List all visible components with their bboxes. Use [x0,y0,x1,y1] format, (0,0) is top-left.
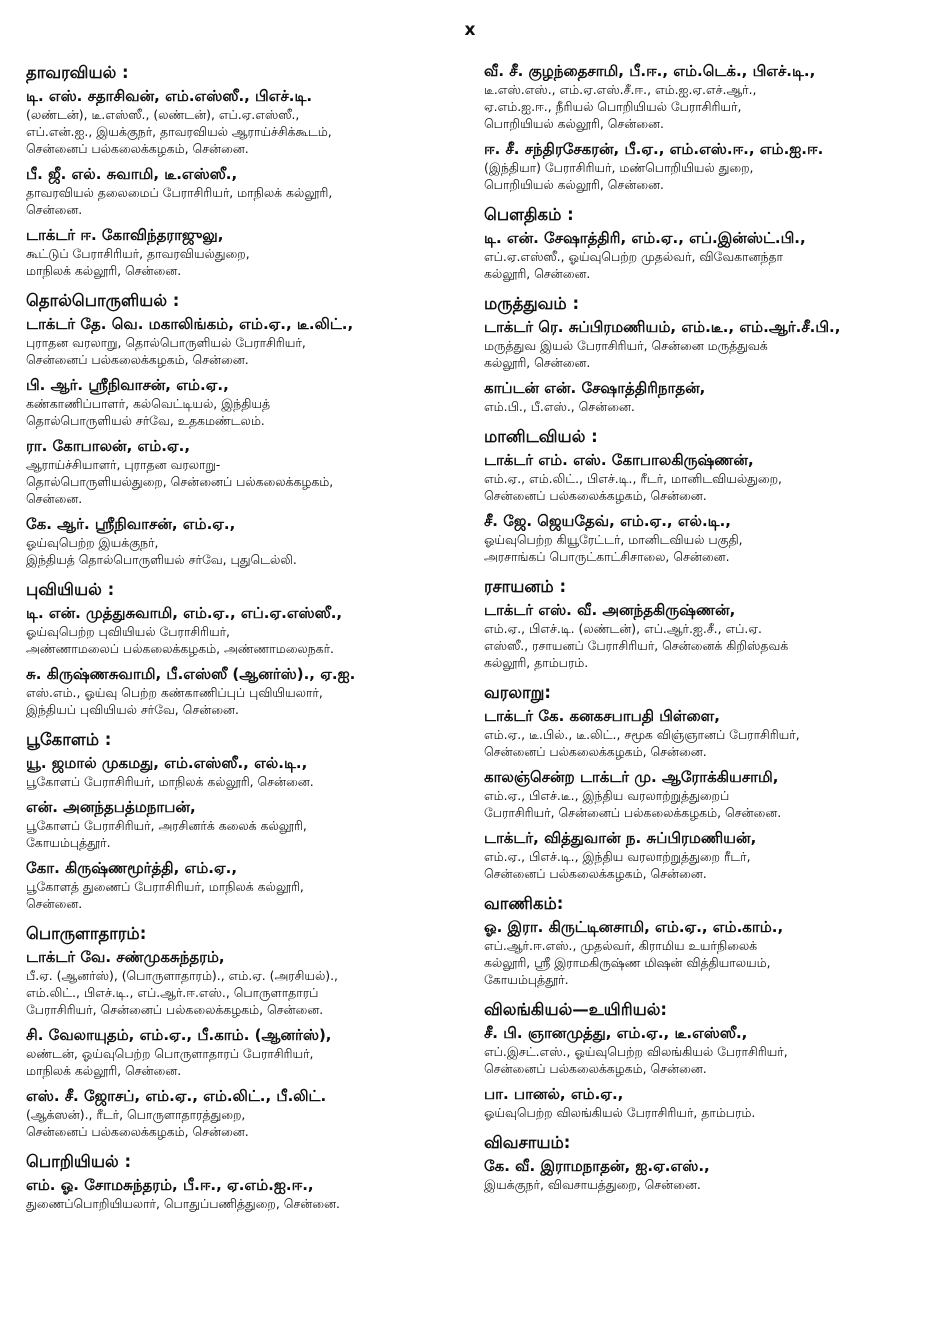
entry [484,62,924,132]
entry-name: கோ. கிருஷ்ணமூர்த்தி, எம்.ஏ., [26,859,238,877]
entry-name: கே. ஆர். ஸ்ரீநிவாசன், எம்.ஏ., [26,515,236,533]
entry-detail-line: இயக்குநர், விவசாயத்துறை, சென்னை. [484,1177,701,1192]
section [484,62,924,193]
entry-name: டி. என். முத்துசுவாமி, எம்.ஏ., எப்.ஏ.எஸ்ஸீ., [26,604,343,622]
entry-name: பா. பானல், எம்.ஏ., [484,1085,624,1103]
entry-name: ஈ. சீ. சந்திரசேகரன், பீ.ஏ., எம்.எஸ்.ஈ., எம்.ஐ.ஈ. [484,140,824,158]
entry [26,1026,466,1079]
entry [26,315,466,368]
entry-detail-line: மருத்துவ இயல் பேராசிரியர், சென்னை மருத்துவக் [484,338,768,353]
section [26,62,466,279]
entry-detail-line: சென்னைப் பல்கலைக்கழகம், சென்னை. [26,141,249,156]
entry-name: கே. வீ. இராமநாதன், ஐ.ஏ.எஸ்., [484,1157,710,1175]
entry [26,859,466,912]
entry-name: ஓ. இரா. கிருட்டினசாமி, எம்.ஏ., எம்.காம்., [484,918,784,936]
entry-detail-line: மாநிலக் கல்லூரி, சென்னை. [26,263,182,278]
section-heading: விவசாயம்: [484,1133,571,1152]
entry-detail-line: சென்னைப் பல்கலைக்கழகம், சென்னை. [484,866,707,881]
entry-detail-line: பீ.ஏ. (ஆனர்ஸ்), (பொருளாதாரம்)., எம்.ஏ. (அரசியல்)., [26,968,338,983]
entry-detail-line: கூட்டுப் பேராசிரியர், தாவரவியல்துறை, [26,246,250,261]
entry-detail-line: சென்னைப் பல்கலைக்கழகம், சென்னை. [484,744,707,759]
entry-name: காலஞ்சென்ற டாக்டர் மு. ஆரோக்கியசாமி, [484,768,779,786]
entry [484,140,924,193]
section [484,576,924,671]
section [26,729,466,912]
entry-detail-line: (இந்தியா) பேராசிரியர், மண்பொறியியல் துறை, [484,160,754,175]
section-heading: வரலாறு: [484,683,552,702]
entry-detail-line: கல்லூரி, சென்னை. [484,355,591,370]
entry [484,829,924,882]
entry [484,229,924,282]
entry-name: எஸ். சீ. ஜோசப், எம்.ஏ., எம்.லிட்., பீ.லிட். [26,1087,327,1105]
section-heading: மருத்துவம் : [484,294,580,313]
entry [484,318,924,371]
entry-detail-line: பூகோளப் பேராசிரியர், அரசினர்க் கலைக் கல்லூரி, [26,818,307,833]
entry-detail-line: சென்னைப் பல்கலைக்கழகம், சென்னை. [484,488,707,503]
entry-detail-line: இந்தியத் தொல்பொருளியல் சர்வே, புதுடெல்லி. [26,552,297,567]
entry [26,754,466,790]
section-heading: விலங்கியல்—உயிரியல்: [484,1000,668,1019]
section [484,293,924,415]
entry-detail-line: லண்டன், ஓய்வுபெற்ற பொருளாதாரப் பேராசிரியர், [26,1046,314,1061]
section [26,290,466,568]
entry-detail-line: எப்.ஏ.எஸ்ஸீ., ஓய்வுபெற்ற முதல்வர், விவேகானந்தா [484,249,784,264]
entry-detail-line: அரசாங்கப் பொருட்காட்சிசாலை, சென்னை. [484,549,730,564]
right-column [484,62,924,1204]
entry-detail-line: எம்.ஏ., பிஎச்.டீ., இந்திய வரலாற்றுத்துறைப் [484,788,730,803]
entry-detail-line: புராதன வரலாறு, தொல்பொருளியல் பேராசிரியர், [26,335,306,350]
section-heading: தாவரவியல் : [26,63,129,82]
entry-name: எம். ஓ. சோமசுந்தரம், பீ.ஈ., ஏ.எம்.ஐ.ஈ., [26,1176,314,1194]
entry [484,1157,924,1193]
entry [484,918,924,988]
entry-detail-line: சென்னை. [26,896,83,911]
entry [26,226,466,279]
entry-name: சு. கிருஷ்ணசுவாமி, பீ.எஸ்ஸீ (ஆனர்ஸ்)., ஏ.ஐ. [26,665,356,683]
entry [26,437,466,507]
section [484,1132,924,1193]
entry [26,798,466,851]
entry [26,376,466,429]
section-heading: பொருளாதாரம்: [26,924,147,943]
entry-detail-line: பூகோளத் துணைப் பேராசிரியர், மாநிலக் கல்லூரி, [26,879,304,894]
entry-detail-line: பொறியியல் கல்லூரி, சென்னை. [484,116,664,131]
entry-detail-line: எம்.ஏ., பிஎச்.டி., இந்திய வரலாற்றுத்துறை ரீடர், [484,849,751,864]
entry [26,87,466,157]
section-heading: ரசாயனம் : [484,577,567,596]
left-column [26,62,466,1223]
entry-detail-line: தாவரவியல் தலைமைப் பேராசிரியர், மாநிலக் கல்லூரி, [26,185,333,200]
entry-detail-line: சென்னைப் பல்கலைக்கழகம், சென்னை. [484,1061,707,1076]
entry [484,1024,924,1077]
entry [484,451,924,504]
entry-name: டாக்டர் தே. வெ. மகாலிங்கம், எம்.ஏ., டீ.லிட்., [26,315,354,333]
entry [484,512,924,565]
section [26,1151,466,1212]
entry-detail-line: எப்.ஆர்.ஈ.எஸ்., முதல்வர், கிராமிய உயர்நிலைக் [484,938,758,953]
entry-detail-line: டீ.எஸ்.எஸ்., எம்.ஏ.எஸ்.சீ.ஈ., எம்.ஐ.ஏ.எச்.ஆர்., [484,82,757,97]
entry-detail-line: துணைப்பொறியியலார், பொதுப்பணித்துறை, சென்னை. [26,1196,340,1211]
entry-detail-line: கல்லூரி, ஸ்ரீ இராமகிருஷ்ண மிஷன் வித்தியாலயம், [484,955,771,970]
entry-detail-line: ஓய்வுபெற்ற இயக்குநர், [26,535,159,550]
section-heading: பௌதிகம் : [484,205,574,224]
entry-detail-line: கோயம்புத்தூர். [484,972,569,987]
section-heading: பொறியியல் : [26,1152,132,1171]
entry-name: பீ. ஜீ. எல். சுவாமி, டீ.எஸ்ஸீ., [26,165,238,183]
entry-name: டாக்டர் வே. சண்முகசுந்தரம், [26,948,225,966]
entry-name: என். அனந்தபத்மநாபன், [26,798,196,816]
entry-detail-line: ஓய்வுபெற்ற கியூரேட்டர், மானிடவியல் பகுதி, [484,532,743,547]
entry [26,665,466,718]
entry-detail-line: சென்னைப் பல்கலைக்கழகம், சென்னை. [26,1124,249,1139]
entry-detail-line: எம்.ஏ., எம்.லிட்., பிஎச்.டி., ரீடர், மானிடவியல்துறை, [484,471,782,486]
entry [484,707,924,760]
entry-name: வீ. சீ. குழந்தைசாமி, பீ.ஈ., எம்.டெக்., பிஎச்.டி., [484,62,816,80]
entry-detail-line: பூகோளப் பேராசிரியர், மாநிலக் கல்லூரி, சென்னை. [26,774,314,789]
entry [26,515,466,568]
entry-detail-line: கோயம்புத்தூர். [26,835,111,850]
entry-detail-line: இந்தியப் புவியியல் சர்வே, சென்னை. [26,702,239,717]
entry-detail-line: எப்.இசட்.எஸ்., ஓய்வுபெற்ற விலங்கியல் பேராசிரியர், [484,1044,788,1059]
entry-name: காப்டன் என். சேஷாத்திரிநாதன், [484,379,706,397]
entry [26,165,466,218]
entry-detail-line: தொல்பொருளியல்துறை, சென்னைப் பல்கலைக்கழகம், [26,474,334,489]
section-heading: பூகோளம் : [26,730,112,749]
section [484,426,924,565]
entry [484,768,924,821]
entry-name: டாக்டர், வித்துவான் ந. சுப்பிரமணியன், [484,829,757,847]
section-heading: மானிடவியல் : [484,427,598,446]
entry-detail-line: பேராசிரியர், சென்னைப் பல்கலைக்கழகம், சென்னை. [484,805,782,820]
entry-detail-line: ஓய்வுபெற்ற விலங்கியல் பேராசிரியர், தாம்பரம். [484,1105,756,1120]
entry-detail-line: எப்.என்.ஐ., இயக்குநர், தாவரவியல் ஆராய்ச்சிக்கூடம், [26,124,332,139]
section [484,204,924,282]
section [26,923,466,1140]
entry-detail-line: ஆராய்ச்சியாளர், புராதன வரலாறு- [26,457,221,472]
entry-name: சீ. பி. ஞானமுத்து, எம்.ஏ., டீ.எஸ்ஸீ., [484,1024,748,1042]
entry-detail-line: (லண்டன்), டீ.எஸ்ஸீ., (லண்டன்), எப்.ஏ.எஸ்ஸீ., [26,107,300,122]
entry-name: சி. வேலாயுதம், எம்.ஏ., பீ.காம். (ஆனர்ஸ்), [26,1026,332,1044]
entry-detail-line: கண்காணிப்பாளர், கல்வெட்டியல், இந்தியத் [26,396,271,411]
entry-detail-line: சென்னை. [26,491,83,506]
entry-name: டாக்டர் எம். எஸ். கோபாலகிருஷ்ணன், [484,451,754,469]
entry-name: டாக்டர் ரெ. சுப்பிரமணியம், எம்.டீ., எம்.ஆர்.சீ.பி., [484,318,841,336]
entry [484,379,924,415]
entry [484,601,924,671]
entry-detail-line: எஸ்ஸீ., ரசாயனப் பேராசிரியர், சென்னைக் கிறிஸ்தவக் [484,638,789,653]
entry [26,1087,466,1140]
section-heading: புவியியல் : [26,580,115,599]
entry [26,604,466,657]
entry-detail-line: சென்னை. [26,202,83,217]
entry-name: சீ. ஜே. ஜெயதேவ், எம்.ஏ., எல்.டி., [484,512,732,530]
entry-detail-line: ஏ.எம்.ஐ.ஈ., நீரியல் பொறியியல் பேராசிரியர், [484,99,742,114]
entry-detail-line: பொறியியல் கல்லூரி, சென்னை. [484,177,664,192]
page-number: x [464,20,476,40]
entry-detail-line: சென்னைப் பல்கலைக்கழகம், சென்னை. [26,352,249,367]
entry-detail-line: எம்.பி., பீ.எஸ்., சென்னை. [484,399,635,414]
entry-detail-line: கல்லூரி, தாம்பரம். [484,655,589,670]
entry-detail-line: மாநிலக் கல்லூரி, சென்னை. [26,1063,182,1078]
entry-detail-line: எம்.லிட்., பிஎச்.டி., எப்.ஆர்.ஈ.எஸ்., பொருளாதாரப் [26,985,319,1000]
entry [26,1176,466,1212]
section [26,579,466,718]
entry-detail-line: அண்ணாமலைப் பல்கலைக்கழகம், அண்ணாமலைநகர். [26,641,334,656]
entry [26,948,466,1018]
section-heading: வாணிகம்: [484,894,564,913]
entry-detail-line: பேராசிரியர், சென்னைப் பல்கலைக்கழகம், சென்னை. [26,1002,324,1017]
entry-name: டி. எஸ். சதாசிவன், எம்.எஸ்ஸீ., பிஎச்.டி. [26,87,313,105]
entry-detail-line: தொல்பொருளியல் சர்வே, உதகமண்டலம். [26,413,265,428]
section-heading: தொல்பொருளியல் : [26,291,180,310]
entry-detail-line: ஓய்வுபெற்ற புவியியல் பேராசிரியர், [26,624,230,639]
entry-detail-line: எம்.ஏ., பிஎச்.டி. (லண்டன்), எப்.ஆர்.ஐ.சீ., எப்.ஏ. [484,621,762,636]
entry-name: ரா. கோபாலன், எம்.ஏ., [26,437,191,455]
section [484,999,924,1121]
entry-name: பி. ஆர். ஸ்ரீநிவாசன், எம்.ஏ., [26,376,229,394]
entry-detail-line: (ஆக்ஸன்)., ரீடர், பொருளாதாரத்துறை, [26,1107,246,1122]
entry-detail-line: எஸ்.எம்., ஓய்வு பெற்ற கண்காணிப்புப் புவியியலார், [26,685,323,700]
entry-name: டாக்டர் எஸ். வீ. அனந்தகிருஷ்ணன், [484,601,736,619]
entry-name: யூ. ஜமால் முகமது, எம்.எஸ்ஸீ., எல்.டி., [26,754,308,772]
section [484,893,924,988]
entry-name: டாக்டர் கே. கனகசபாபதி பிள்ளை, [484,707,720,725]
entry-name: டாக்டர் ஈ. கோவிந்தராஜுலு, [26,226,224,244]
entry-detail-line: கல்லூரி, சென்னை. [484,266,591,281]
entry-name: டி. என். சேஷாத்திரி, எம்.ஏ., எப்.இன்ஸ்ட்.பி., [484,229,806,247]
entry [484,1085,924,1121]
section [484,682,924,882]
entry-detail-line: எம்.ஏ., டீ.பில்., டீ.லிட்., சமூக விஞ்ஞானப் பேராசிரியர், [484,727,800,742]
